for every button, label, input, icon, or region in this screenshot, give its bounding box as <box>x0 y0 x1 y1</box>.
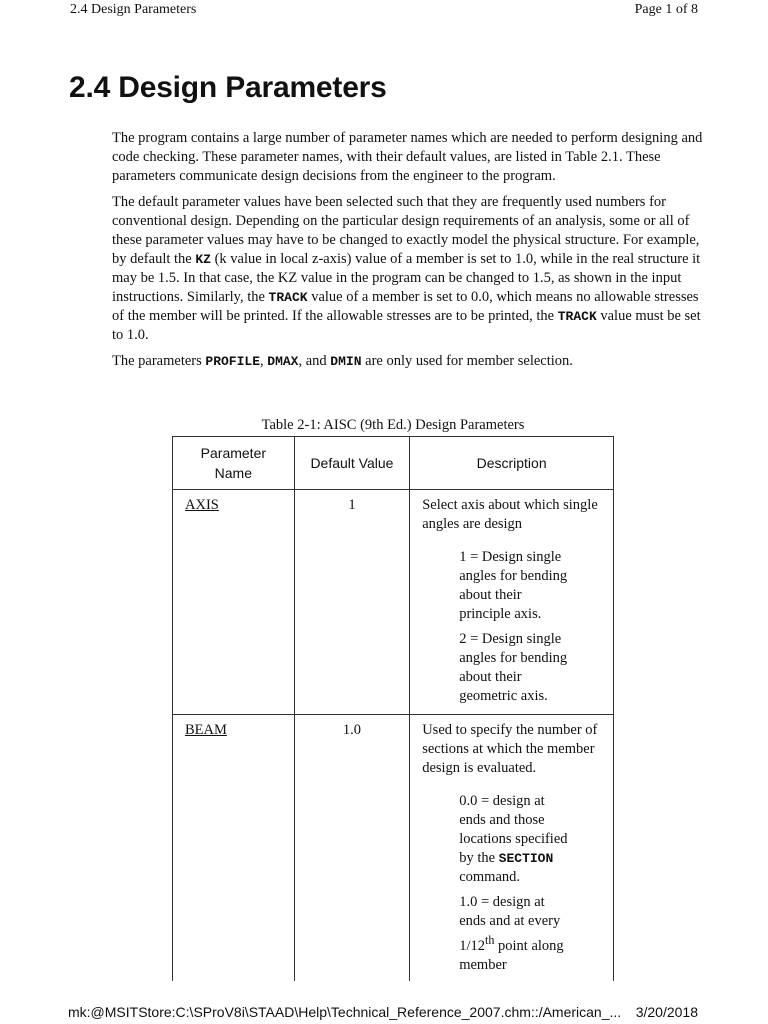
code-dmin: DMIN <box>330 354 362 369</box>
option-text: 1 = Design single angles for bending about their principle axis. <box>459 549 568 622</box>
code-track: TRACK <box>557 309 597 324</box>
column-header-name: Parameter Name <box>173 437 295 490</box>
column-header-default: Default Value <box>294 437 410 490</box>
code-dmax: DMAX <box>267 354 299 369</box>
code-section: SECTION <box>498 851 554 866</box>
table-row <box>173 715 614 981</box>
parameter-link-axis[interactable]: AXIS <box>185 497 219 513</box>
code-track: TRACK <box>268 290 308 305</box>
table-caption: Table 2-1: AISC (9th Ed.) Design Parameters <box>261 417 525 433</box>
description-cell: Select axis about which single angles are design 1 = Design single angles for bending about their principle axis. 2 = Design single angles for bending about their geometric axis. <box>410 490 614 715</box>
paragraph-selection: The parameters PROFILE, DMAX, and DMIN are only used for member selection. <box>112 353 573 369</box>
paragraph-defaults: The default parameter values have been selected such that they are frequently used numbers for conventional design. Depending on the particular design requirements of an analysis, some or all of these parameter values may have to be changed to exactly model the physical structure. For example, by default the KZ (k value in local z-axis) value of a member is set to 1.0, while in the real structure it may be 1.5. In that case, the KZ value in the program can be changed to 1.5, as shown in the input instructions. Similarly, the TRACK value of a member is set to 0.0, which means no allowable stresses of the member will be printed. If the allowable stresses are to be printed, the TRACK value must be set to 1.0. <box>112 194 701 343</box>
code-profile: PROFILE <box>205 354 261 369</box>
design-parameters-table <box>172 436 614 981</box>
default-value: 1.0 <box>294 715 410 981</box>
footer-date: 3/20/2018 <box>635 1004 698 1020</box>
default-value: 1 <box>294 490 410 715</box>
option-text: 1.0 = design at ends and at every 1/12th point along member <box>459 894 564 973</box>
code-kz: KZ <box>195 252 211 267</box>
paragraph-intro: The program contains a large number of parameter names which are needed to perform designing and code checking. These parameter names, with their default values, are listed in Table 2.1. These parameters communicate design decisions from the engineer to the program. <box>112 130 703 184</box>
body-text <box>112 129 704 378</box>
footer-path: mk:@MSITStore:C:\SProV8i\STAAD\Help\Technical_Reference_2007.chm::/American_... <box>68 1004 622 1020</box>
option-text: 2 = Design single angles for bending about their geometric axis. <box>459 631 568 704</box>
parameter-link-beam[interactable]: BEAM <box>185 722 227 738</box>
table-row <box>173 490 614 715</box>
option-text: 0.0 = design at ends and those locations specified by the SECTION command. <box>459 793 568 885</box>
column-header-description: Description <box>410 437 614 490</box>
page-header-title: 2.4 Design Parameters <box>70 2 197 17</box>
description-cell: Used to specify the number of sections at which the member design is evaluated. 0.0 = design at ends and those locations specified by the SECTION command. 1.0 = design at ends and at every 1/12th point along member <box>410 715 614 981</box>
table-header-row <box>173 437 614 490</box>
page-number: Page 1 of 8 <box>634 2 698 17</box>
page-title: 2.4 Design Parameters <box>69 71 387 104</box>
